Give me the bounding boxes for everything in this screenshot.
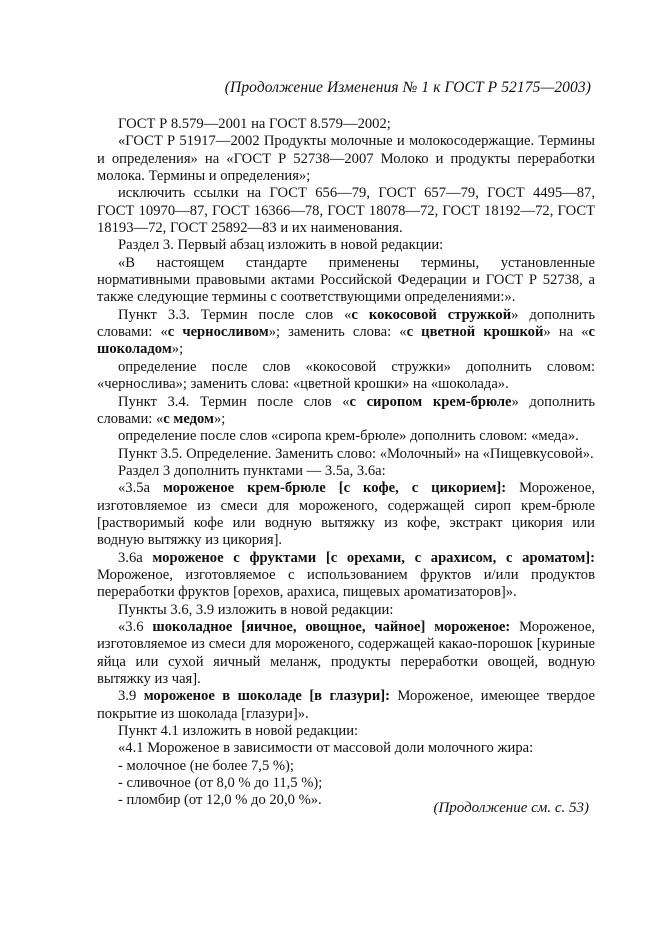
- term-bold: с сиропом крем-брюле: [349, 393, 512, 410]
- text: Пункт 3.3. Термин после слов «: [118, 306, 352, 323]
- paragraph: Пункты 3.6, 3.9 изложить в новой редакции:: [118, 601, 394, 618]
- term-bold: с черносливом: [167, 324, 269, 341]
- paragraph: Пункт 4.1 изложить в новой редакции:: [118, 723, 359, 740]
- text: Мороженое, изготовляемое из смеси для мороженого, содержащей какао-порошок [куриные яйца или сухой яичный меланж, продукты переработки овощей, водную вытяжку из чая].: [97, 618, 595, 687]
- paragraph: [97, 480, 595, 549]
- document-body: [97, 116, 595, 810]
- page-footer: (Продолжение см. с. 53): [433, 800, 589, 816]
- text: Мороженое, изготовляемое из смеси для мороженого, содержащей сироп крем-брюле [растворимый кофе или водную вытяжку из кофе, экстракт цикория или водную вытяжку из цикория].: [97, 480, 595, 549]
- text: «3.6: [118, 618, 153, 635]
- paragraph: Раздел 3. Первый абзац изложить в новой редакции:: [118, 237, 444, 254]
- text: Мороженое, имеющее твердое покрытие из шоколада [глазури]».: [97, 688, 595, 722]
- term-bold: мороженое в шоколаде [в глазури]:: [143, 688, 390, 705]
- text: 3.9: [118, 688, 144, 705]
- text: » на «: [543, 324, 589, 341]
- paragraph: [97, 619, 595, 688]
- term-bold: мороженое с фруктами [с орехами, с арахисом, с ароматом]:: [152, 549, 595, 566]
- paragraph: Раздел 3 дополнить пунктами — 3.5а, 3.6а:: [118, 462, 386, 479]
- term-bold: с цветной крошкой: [406, 324, 544, 341]
- term-bold: мороженое крем-брюле [с кофе, с цикорием]:: [162, 480, 507, 497]
- text: »;: [171, 341, 184, 358]
- paragraph: ГОСТ Р 8.579—2001 на ГОСТ 8.579—2002;: [118, 116, 391, 132]
- term-bold: с медом: [163, 410, 214, 427]
- text: »; заменить слова: «: [268, 324, 407, 341]
- paragraph: [97, 307, 595, 359]
- term-bold: с кокосовой стружкой: [351, 306, 512, 323]
- page-header: (Продолжение Изменения № 1 к ГОСТ Р 52175—2003): [224, 79, 591, 96]
- paragraph: [97, 394, 595, 429]
- paragraph: [97, 688, 595, 723]
- paragraph: исключить ссылки на ГОСТ 656—79, ГОСТ 657—79, ГОСТ 4495—87, ГОСТ 10970—87, ГОСТ 16366—78, ГОСТ 18078—72, ГОСТ 18192—72, ГОСТ 18193—72, ГОСТ 25892—83 и их наименования.: [97, 185, 595, 237]
- text: » дополнить словами: «: [97, 306, 595, 341]
- term-bold: с шоколадом: [97, 324, 595, 358]
- text: Мороженое, изготовляемое с использованием фруктов и/или продуктов переработки фруктов [орехов, арахиса, пищевых ароматизаторов]».: [97, 566, 595, 601]
- paragraph: Пункт 3.5. Определение. Заменить слово: «Молочный» на «Пищевкусовой».: [118, 445, 594, 462]
- text: Пункт 3.4. Термин после слов «: [118, 393, 350, 410]
- paragraph: [97, 550, 595, 602]
- text: »;: [213, 410, 226, 427]
- text: 3.6а: [118, 549, 153, 566]
- term-bold: шоколадное [яичное, овощное, чайное] мороженое:: [152, 618, 511, 635]
- paragraph: «В настоящем стандарте применены термины, установленные нормативными правовыми актами Российской Федерации и ГОСТ Р 52738, а также следующие термины с соответствующими определениями:».: [97, 254, 595, 306]
- paragraph: «ГОСТ Р 51917—2002 Продукты молочные и молокосодержащие. Термины и определения» на «ГОСТ Р 52738—2007 Молоко и продукты переработки молока. Термины и определения»;: [97, 133, 595, 185]
- text: » дополнить словами: «: [97, 393, 595, 427]
- list-item: - пломбир (от 12,0 % до 20,0 %».: [118, 792, 322, 809]
- paragraph: определение после слов «сиропа крем-брюле» дополнить словом: «меда».: [118, 428, 579, 445]
- paragraph: «4.1 Мороженое в зависимости от массовой доли молочного жира:: [118, 740, 534, 757]
- text: «3.5а: [118, 480, 163, 497]
- list-item: - молочное (не более 7,5 %);: [118, 757, 294, 774]
- list-item: - сливочное (от 8,0 % до 11,5 %);: [118, 775, 323, 792]
- paragraph: определение после слов «кокосовой стружки» дополнить словом: «чернослива»; заменить слова: «цветной крошки» на «шоколада».: [97, 358, 595, 393]
